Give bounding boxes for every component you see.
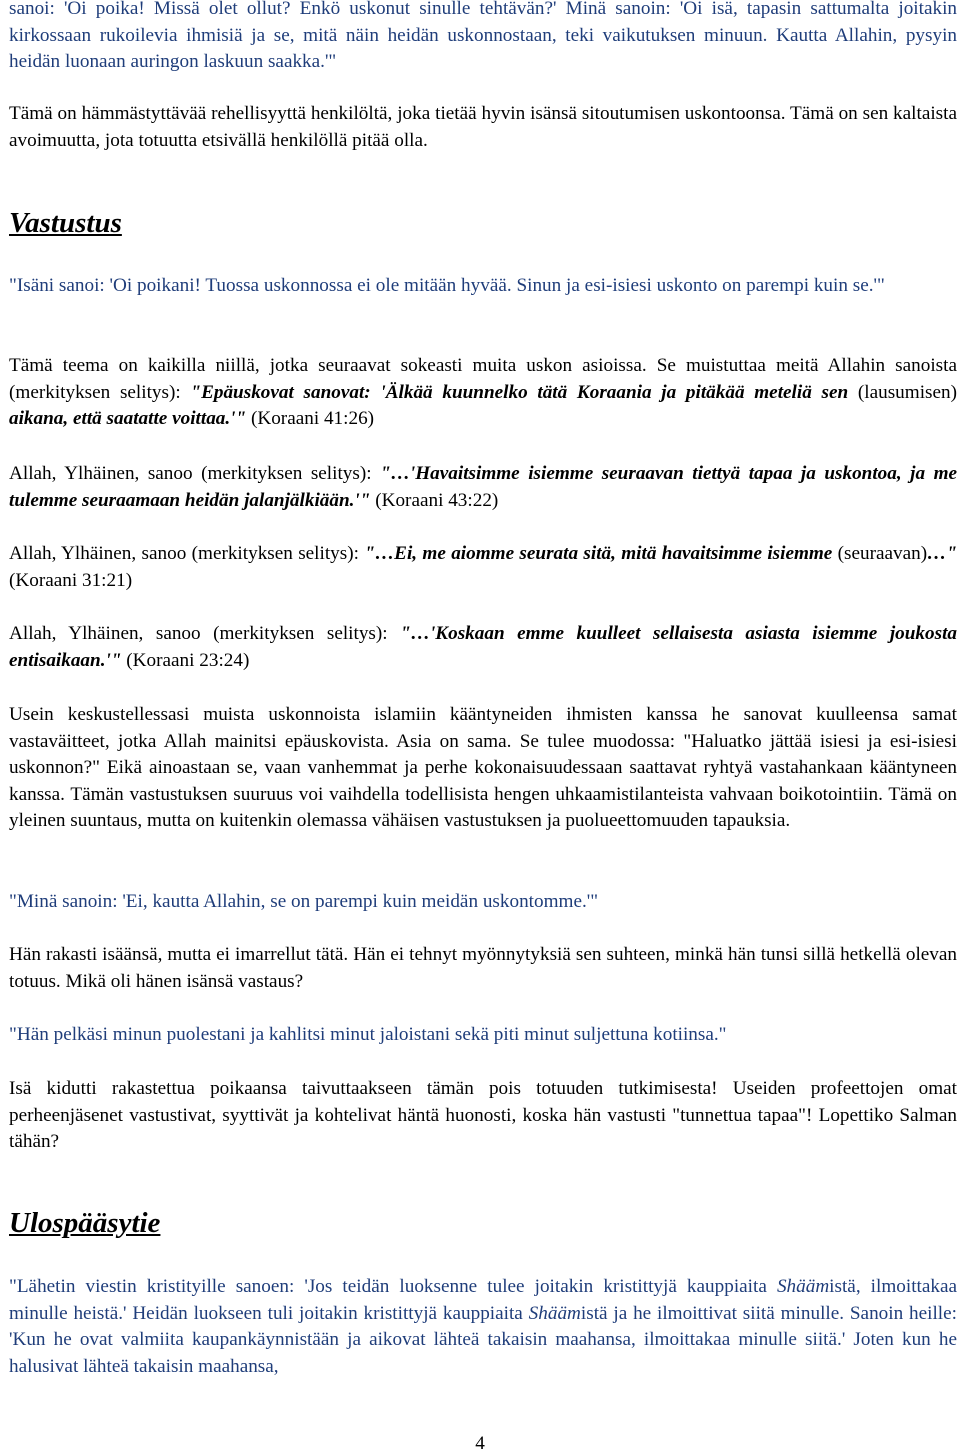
quran-quote: "…Ei, me aiomme seurata sitä, mitä havaitsimme isiemme	[364, 543, 833, 564]
reference: (Koraani 43:22)	[370, 489, 499, 511]
text: Allah, Ylhäinen, sanoo (merkityksen selitys):	[9, 463, 381, 484]
paragraph-quran-43-22	[9, 461, 957, 514]
quote-father-feared: "Hän pelkäsi minun puolestani ja kahlitsi minut jaloistani sekä piti minut suljettuna kotiinsa."	[9, 1024, 727, 1045]
text: (seuraavan)	[832, 543, 928, 564]
quote-text: sanoi: 'Oi poika! Missä olet ollut? Enkö uskonut sinulle tehtävän?' Minä sanoin: 'Oi isä, tapasin sattumalta joitakin kirkossaan rukoilevia ihmisiä ja se, mitä näin heidän uskonnostaan, teki vaikutuksen minuun. Kautta Allahin, pysyin heidän luonaan auringon laskuun saakka.'"	[9, 0, 957, 72]
quote-father-says: "Isäni sanoi: 'Oi poikani! Tuossa uskonnossa ei ole mitään hyvää. Sinun ja esi-isiesi uskonto on parempi kuin se.'"	[9, 275, 885, 296]
section-heading-ulospaasytie: Ulospääsytie	[9, 1207, 161, 1239]
paragraph-loved-father: Hän rakasti isäänsä, mutta ei imarrellut tätä. Hän ei tehnyt myönnytyksiä sen suhteen, minkä hän tunsi sillä hetkellä olevan totuus. Mikä oli hänen isänsä vastaus?	[9, 944, 957, 992]
reference: (Koraani 31:21)	[9, 569, 133, 591]
paragraph-opening-quote	[9, 0, 957, 76]
quran-quote: "…'Havaitsimme isiemme seuraavan tiettyä tapaa ja uskontoa, ja me tulemme seuraamaan heidän jalanjälkiään.'"	[9, 463, 958, 511]
text: Tämä teema on kaikilla niillä, jotka seuraavat sokeasti muita uskon asioissa. Se muistuttaa meitä Allahin sanoista (merkityksen selitys):	[9, 355, 957, 403]
quote-message-to-christians	[9, 1274, 957, 1380]
reference: (Koraani 41:26)	[246, 408, 375, 429]
section-heading-vastustus: Vastustus	[9, 207, 122, 239]
place-name: Shääm	[528, 1302, 581, 1324]
paragraph-quran-31-21	[9, 541, 957, 594]
text: istä ja he ilmoittivat siitä minulle. Sanoin heille: 'Kun he ovat valmiita kaupankäynnistään ja aikovat lähteä takaisin maahansa, ilmoittakaa minulle siitä.' Joten kun he halusivat lähteä takaisin maahansa,	[9, 1302, 957, 1377]
quran-quote: aikana, että saatatte voittaa.'"	[9, 408, 247, 429]
quran-quote: "Epäuskovat sanovat: 'Älkää kuunnelko tätä Koraania ja pitäkää meteliä sen	[190, 381, 849, 403]
place-name: Shääm	[776, 1276, 830, 1297]
text: (lausumisen)	[848, 381, 957, 403]
quote-i-said: "Minä sanoin: 'Ei, kautta Allahin, se on parempi kuin meidän uskontomme.'"	[9, 891, 599, 912]
text: "Lähetin viestin kristityille sanoen: 'Jos teidän luoksenne tulee joitakin kristittyjä kauppiaita	[9, 1276, 777, 1297]
paragraph-conversion-discussion: Usein keskustellessasi muista uskonnoista islamiin kääntyneiden ihmisten kanssa he sanovat kuulleensa samat vastaväitteet, jotka Allah mainitsi epäuskovista. Asia on sama. Se tulee muodossa: "Haluatko jättää isiesi ja esi-isiesi uskonnon?" Eikä ainoastaan se, vaan vanhemmat ja perhe kokonaisuudessaan saattavat ryhtyä vastahankaan kääntyneen kanssa. Tämän vastustuksen suuruus voi vaihdella todellisista hengen uhkaamistilanteista vahvaan boikotointiin. Tämä on yleinen suuntaus, mutta on kuitenkin olemassa vähäisen vastustuksen ja puolueettomuuden tapauksia.	[9, 704, 957, 831]
text: Allah, Ylhäinen, sanoo (merkityksen selitys):	[9, 543, 365, 564]
paragraph-honesty: Tämä on hämmästyttävää rehellisyyttä henkilöltä, joka tietää hyvin isänsä sitoutumisen uskontoonsa. Tämä on sen kaltaista avoimuutta, jota totuutta etsivällä henkilöllä pitää olla.	[9, 103, 957, 151]
text: istä, ilmoittakaa minulle heistä.' Heidän luokseen tuli joitakin kristittyjä kauppiaita	[9, 1276, 958, 1324]
paragraph-father-tortured: Isä kidutti rakastettua poikaansa taivuttaakseen tämän pois totuuden tutkimisesta! Useiden profeettojen omat perheenjäsenet vastustivat, syyttivät ja kohtelivat häntä huonosti, koska hän vastusti "tunnettua tapaa"! Lopettiko Salman tähän?	[9, 1078, 957, 1152]
text: Allah, Ylhäinen, sanoo (merkityksen selitys):	[9, 623, 401, 644]
paragraph-theme	[9, 353, 957, 433]
quran-quote: …"	[927, 543, 957, 564]
page-number: 4	[475, 1433, 485, 1454]
quran-quote: "…'Koskaan emme kuulleet sellaisesta asiasta isiemme joukosta entisaikaan.'"	[9, 623, 957, 671]
paragraph-quran-23-24	[9, 621, 957, 674]
reference: (Koraani 23:24)	[121, 649, 250, 671]
